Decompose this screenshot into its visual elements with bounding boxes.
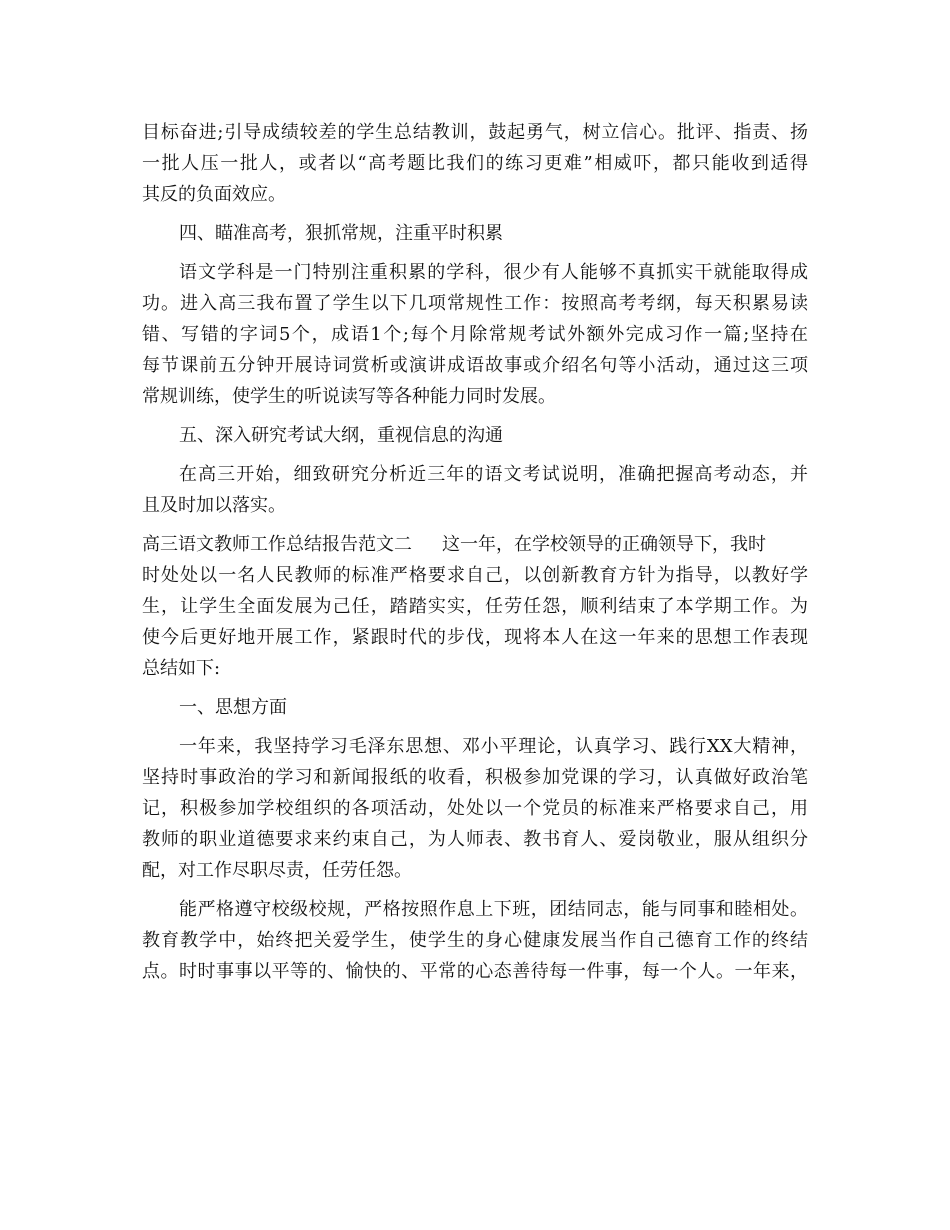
text-line: 在高三开始，细致研究分析近三年的语文考试说明，准确把握高考动态，并 (179, 464, 808, 485)
text-line: 时处处以一名人民教师的标准严格要求自己，以创新教育方针为指导，以教好学 (142, 565, 808, 586)
text-line: 一年来，我坚持学习毛泽东思想、邓小平理论，认真学习、践行XX大精神， (179, 736, 808, 757)
text-line: 目标奋进;引导成绩较差的学生总结教训，鼓起勇气，树立信心。批评、指责、扬 (142, 122, 808, 143)
text-line: 能严格遵守校级校规，严格按照作息上下班，团结同志，能与同事和睦相处。 (179, 899, 808, 920)
text-line: 坚持时事政治的学习和新闻报纸的收看，积极参加党课的学习，认真做好政治笔 (142, 767, 808, 788)
text-line: 生，让学生全面发展为己任，踏踏实实，任劳任怨，顺利结束了本学期工作。为 (142, 596, 808, 617)
text-line: 其反的负面效应。 (142, 184, 286, 205)
text-line-rest: 这一年，在学校领导的正确领导下，我时 (442, 534, 766, 555)
paragraph-4 (142, 529, 808, 684)
text-line: 一批人压一批人，或者以“高考题比我们的练习更难”相威吓，都只能收到适得 (142, 153, 808, 174)
heading-line: 五、深入研究考试大纲，重视信息的沟通 (179, 425, 503, 446)
text-line: 语文学科是一门特别注重积累的学科，很少有人能够不真抓实干就能取得成 (179, 262, 808, 283)
heading-line: 四、瞄准高考，狠抓常规，注重平时积累 (179, 223, 503, 244)
heading-line: 一、思想方面 (179, 697, 287, 718)
paragraph-1 (142, 117, 808, 210)
paragraph-3 (142, 459, 808, 521)
text-line: 点。时时事事以平等的、愉快的、平常的心态善待每一件事，每一个人。一年来， (142, 961, 808, 982)
document-page (142, 117, 808, 987)
paragraph-6 (142, 894, 808, 987)
text-line: 常规训练，使学生的听说读写等各种能力同时发展。 (142, 386, 556, 407)
text-line: 功。进入高三我布置了学生以下几项常规性工作：按照高考考纲，每天积累易读 (142, 293, 808, 314)
text-line: 总结如下: (142, 658, 221, 679)
text-line: 配，对工作尽职尽责，任劳任怨。 (142, 860, 412, 881)
text-line: 且及时加以落实。 (142, 495, 286, 516)
text-line: 教育教学中，始终把关爱学生，使学生的身心健康发展当作自己德育工作的终结 (142, 930, 808, 951)
text-line: 教师的职业道德要求来约束自己，为人师表、教书育人、爱岗敬业，服从组织分 (142, 829, 808, 850)
paragraph-5 (142, 731, 808, 886)
section-heading-4 (142, 218, 808, 249)
section-heading-1 (142, 692, 808, 723)
text-line (142, 529, 808, 560)
text-line: 错、写错的字词5个，成语1个;每个月除常规考试外额外完成习作一篇;坚持在 (142, 324, 808, 345)
article-title: 高三语文教师工作总结报告范文二 (142, 534, 412, 555)
text-line: 使今后更好地开展工作，紧跟时代的步伐，现将本人在这一年来的思想工作表现 (142, 627, 808, 648)
text-line: 每节课前五分钟开展诗词赏析或演讲成语故事或介绍名句等小活动，通过这三项 (142, 355, 808, 376)
paragraph-2 (142, 257, 808, 412)
text-line: 记，积极参加学校组织的各项活动，处处以一个党员的标准来严格要求自己，用 (142, 798, 808, 819)
section-heading-5 (142, 420, 808, 451)
